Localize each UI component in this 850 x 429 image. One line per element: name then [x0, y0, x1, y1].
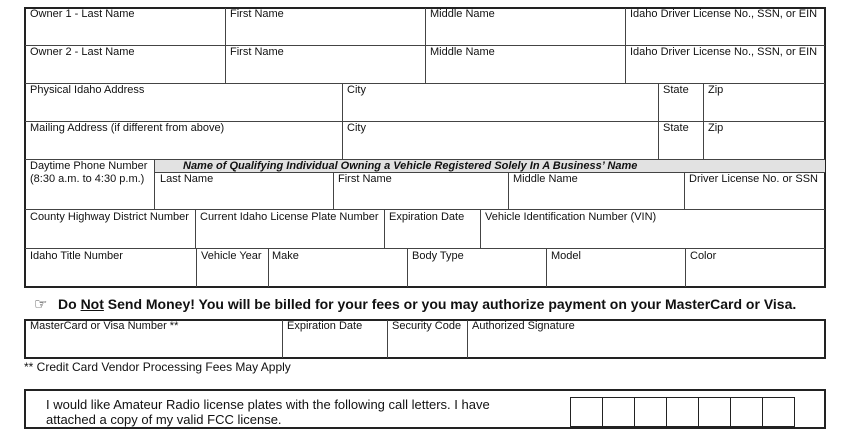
title-number-label: Idaho Title Number — [30, 250, 123, 262]
processing-fee-footnote: ** Credit Card Vendor Processing Fees May Apply — [24, 360, 291, 374]
owner1-last-name-label: Owner 1 - Last Name — [30, 8, 135, 20]
vehicle-year-label: Vehicle Year — [201, 250, 262, 262]
call-letter-box[interactable] — [634, 397, 667, 427]
mailing-zip-label: Zip — [708, 122, 724, 134]
physical-address-label: Physical Idaho Address — [30, 84, 145, 96]
daytime-phone-hours: (8:30 a.m. to 4:30 p.m.) — [30, 173, 145, 185]
plate-number-label: Current Idaho License Plate Number — [200, 211, 379, 223]
call-letter-box[interactable] — [762, 397, 795, 427]
business-license-label: Driver License No. or SSN — [689, 173, 818, 185]
business-middle-name-label: Middle Name — [513, 173, 578, 185]
notice-text-post: Send Money! You will be billed for your fees or you may authorize payment on your MasterCard or Visa. — [103, 296, 797, 312]
owner1-license-label: Idaho Driver License No., SSN, or EIN — [630, 8, 818, 20]
mailing-city-field[interactable] — [343, 122, 658, 159]
owner1-first-name-label: First Name — [230, 8, 284, 20]
owner2-middle-name-label: Middle Name — [430, 46, 495, 58]
physical-city-field[interactable] — [343, 84, 658, 121]
physical-city-label: City — [347, 84, 366, 96]
owner2-license-label: Idaho Driver License No., SSN, or EIN — [630, 46, 818, 58]
call-letter-box[interactable] — [730, 397, 763, 427]
plate-expiration-label: Expiration Date — [389, 211, 465, 223]
daytime-phone-label: Daytime Phone Number — [30, 160, 148, 172]
mailing-state-label: State — [663, 122, 689, 134]
notice-text-pre: Do — [58, 296, 81, 312]
call-letter-box[interactable] — [570, 397, 603, 427]
notice-text-emphasis: Not — [80, 296, 104, 312]
mailing-city-label: City — [347, 122, 366, 134]
call-letter-box[interactable] — [698, 397, 731, 427]
physical-zip-label: Zip — [708, 84, 724, 96]
payment-notice — [58, 296, 796, 312]
business-heading: Name of Qualifying Individual Owning a Vehicle Registered Solely In A Business’ Name — [183, 160, 638, 172]
pointing-hand-icon: ☞ — [34, 296, 48, 313]
county-district-label: County Highway District Number — [30, 211, 189, 223]
security-code-label: Security Code — [392, 320, 462, 332]
card-number-label: MasterCard or Visa Number ** — [30, 320, 179, 332]
business-first-name-label: First Name — [338, 173, 392, 185]
card-expiration-label: Expiration Date — [287, 320, 363, 332]
model-label: Model — [551, 250, 581, 262]
amateur-radio-text-line2: attached a copy of my valid FCC license. — [46, 412, 282, 427]
call-letter-box[interactable] — [602, 397, 635, 427]
make-label: Make — [272, 250, 299, 262]
call-letter-box[interactable] — [666, 397, 699, 427]
owner2-first-name-label: First Name — [230, 46, 284, 58]
body-type-label: Body Type — [412, 250, 464, 262]
authorized-signature-label: Authorized Signature — [472, 320, 575, 332]
mailing-address-label: Mailing Address (if different from above) — [30, 122, 225, 134]
amateur-radio-text-line1: I would like Amateur Radio license plates with the following call letters. I have — [46, 397, 490, 412]
owner1-middle-name-label: Middle Name — [430, 8, 495, 20]
owner2-last-name-label: Owner 2 - Last Name — [30, 46, 135, 58]
vin-label: Vehicle Identification Number (VIN) — [485, 211, 657, 223]
business-last-name-label: Last Name — [160, 173, 214, 185]
physical-state-label: State — [663, 84, 689, 96]
color-label: Color — [690, 250, 717, 262]
